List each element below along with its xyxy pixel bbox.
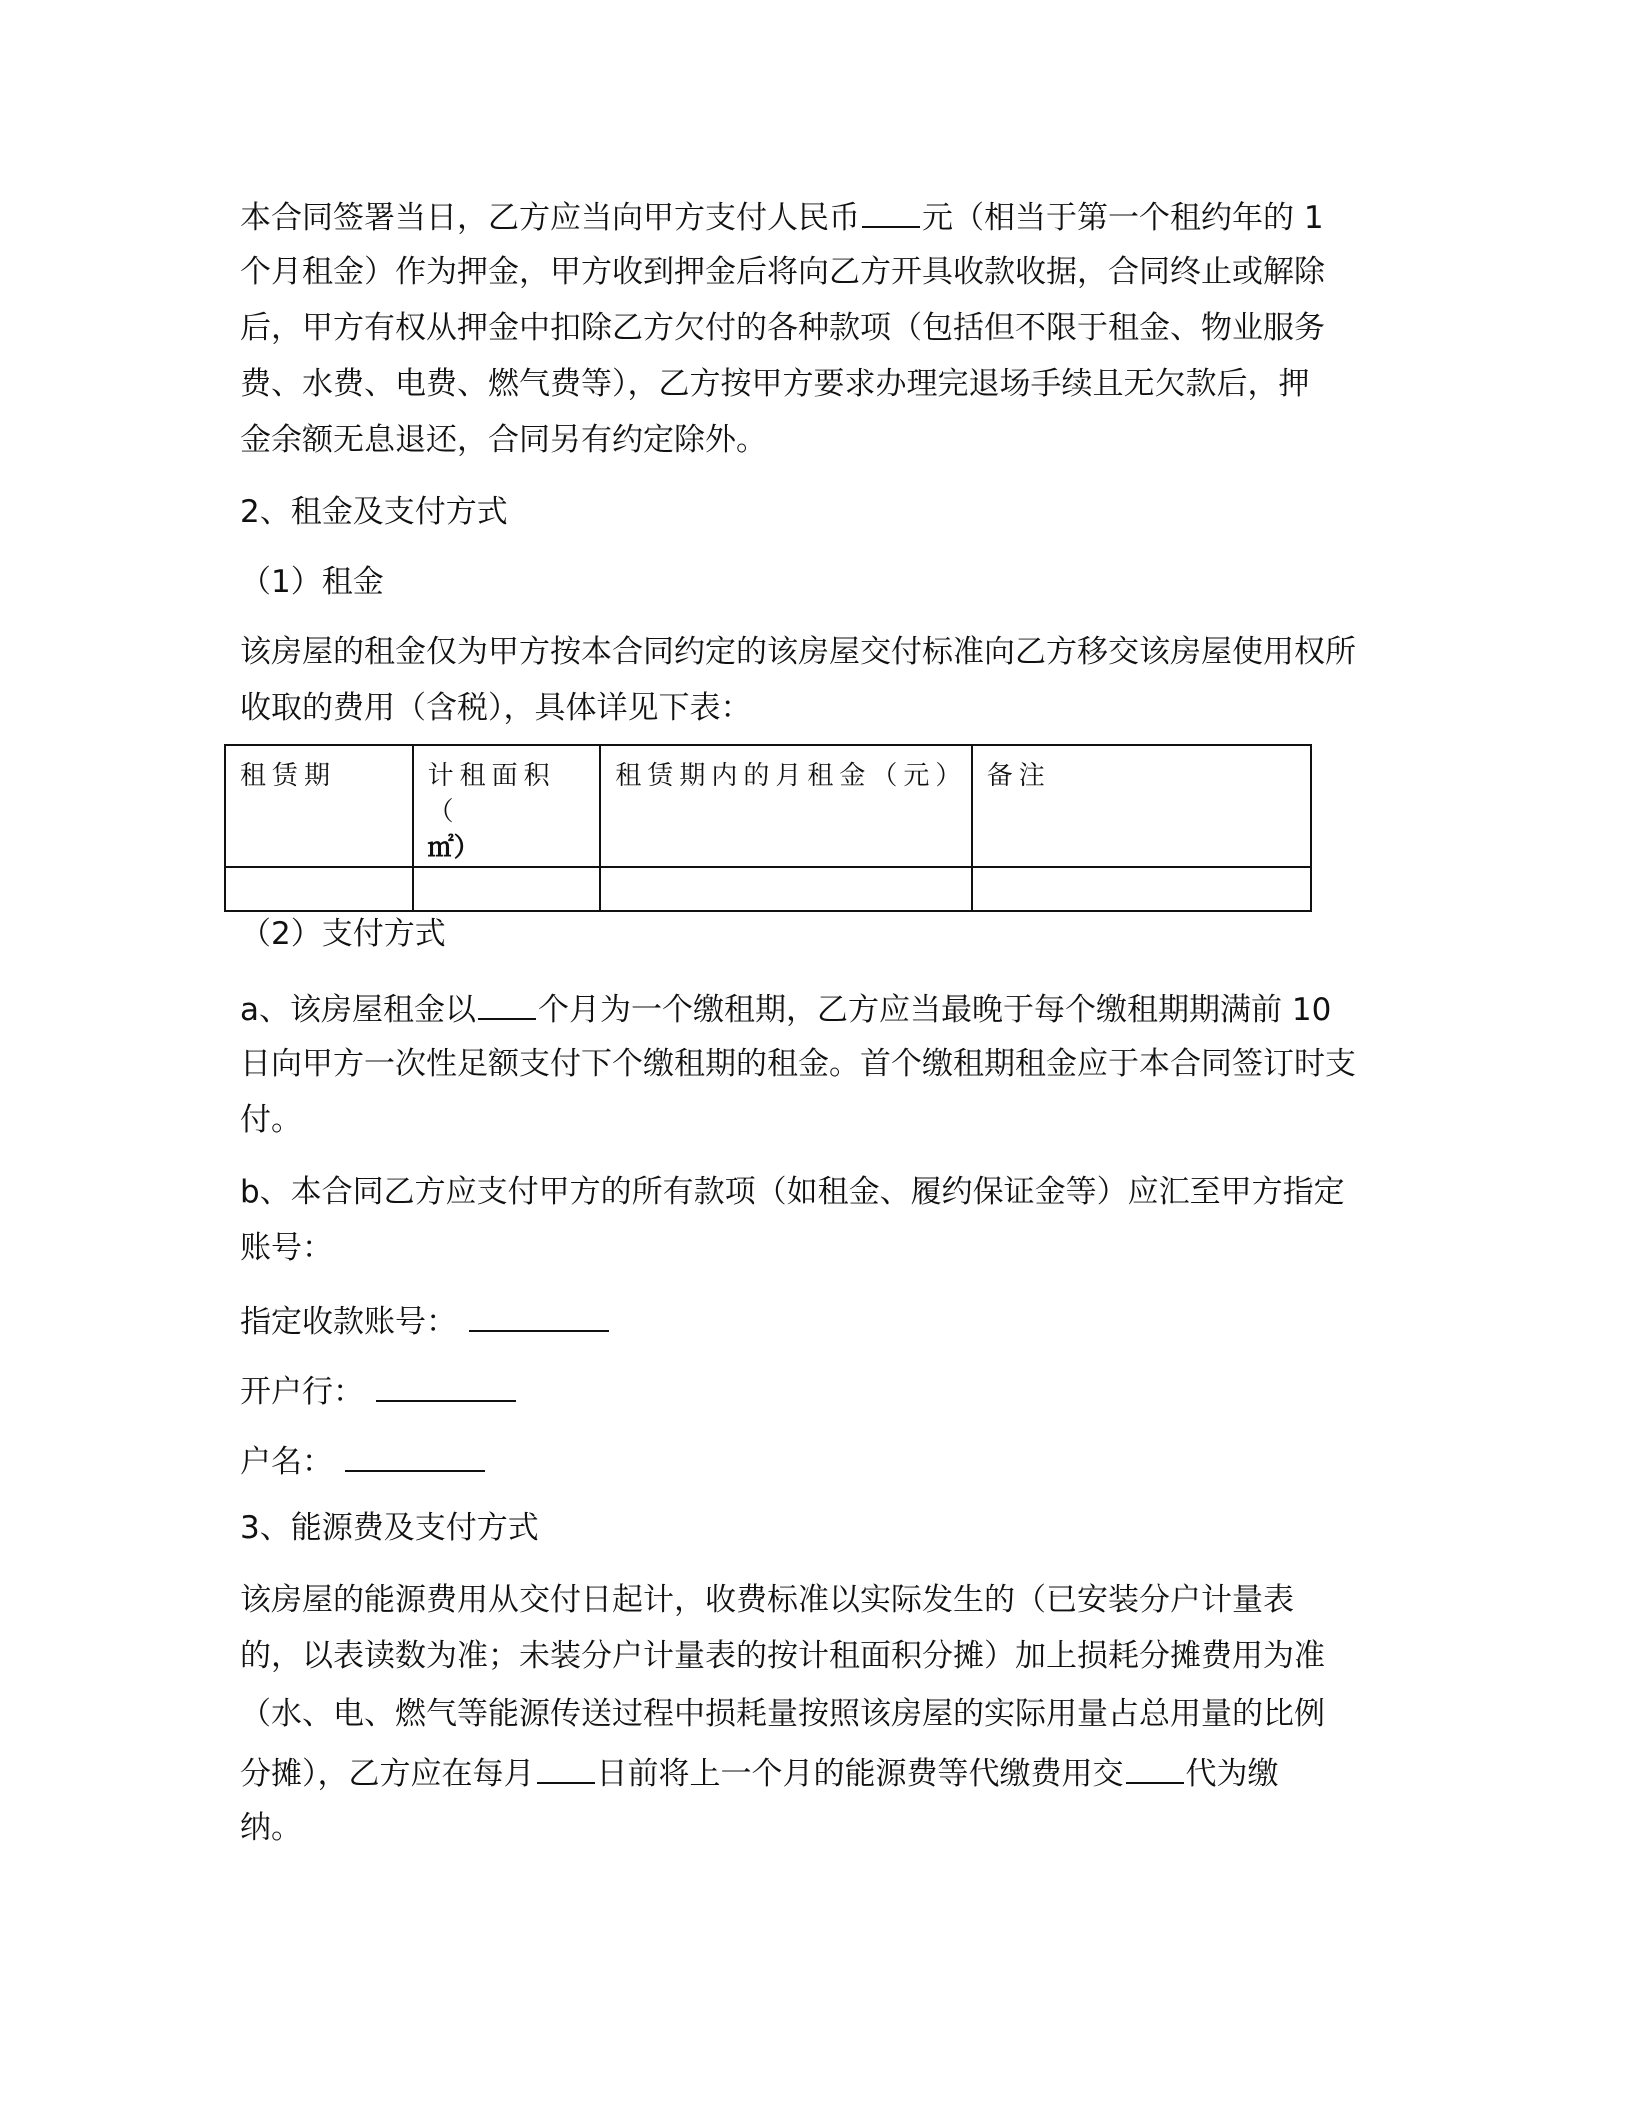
- cell-lease-period: [225, 867, 413, 911]
- deposit-text-1a: 本合同签署当日，乙方应当向甲方支付人民币: [240, 200, 860, 236]
- payment-months-blank: [478, 988, 536, 1020]
- section-2-title: 2、租金及支付方式: [240, 494, 508, 530]
- rent-table: [224, 744, 1312, 912]
- bank-blank: [376, 1370, 516, 1402]
- section-3-title: 3、能源费及支付方式: [240, 1510, 539, 1546]
- cell-remarks: [972, 867, 1311, 911]
- account-name-blank: [345, 1440, 485, 1472]
- cell-rent-area: [413, 867, 601, 911]
- header-lease-period: 租赁期: [225, 745, 413, 867]
- bank-label: 开户行：: [240, 1374, 364, 1410]
- energy-line-4: [240, 1752, 1279, 1794]
- account-blank: [469, 1300, 609, 1332]
- deposit-line-4: 费、水费、电费、燃气费等），乙方按甲方要求办理完退场手续且无欠款后，押: [240, 366, 1310, 402]
- table-row: [225, 867, 1311, 911]
- account-field-line: [240, 1300, 611, 1342]
- energy-line-5: 纳。: [240, 1810, 302, 1846]
- energy-day-blank: [537, 1752, 595, 1784]
- deposit-amount-blank: [862, 196, 920, 228]
- deposit-text-1b: 元（相当于第一个租约年的 1: [922, 200, 1324, 236]
- deposit-line-3: 后，甲方有权从押金中扣除乙方欠付的各种款项（包括但不限于租金、物业服务: [240, 310, 1325, 346]
- energy-text-4b: 日前将上一个月的能源费等代缴费用交: [596, 1756, 1124, 1792]
- energy-line-1: 该房屋的能源费用从交付日起计，收费标准以实际发生的（已安装分户计量表: [240, 1582, 1294, 1618]
- item-a-text-1b: 个月为一个缴租期，乙方应当最晚于每个缴租期期满前 10: [538, 992, 1332, 1028]
- rent-line-2: 收取的费用（含税），具体详见下表：: [240, 690, 752, 726]
- header-rent-area: [413, 745, 601, 867]
- deposit-line-5: 金余额无息退还，合同另有约定除外。: [240, 422, 767, 458]
- item-a-line-1: [240, 988, 1331, 1030]
- energy-payee-blank: [1126, 1752, 1184, 1784]
- header-remarks: 备注: [972, 745, 1311, 867]
- subsection-2-title: （2）支付方式: [240, 916, 446, 952]
- header-monthly-rent: 租赁期内的月租金（元）: [600, 745, 971, 867]
- energy-text-4a: 分摊），乙方应在每月: [240, 1756, 535, 1792]
- item-a-text-1a: a、该房屋租金以: [240, 992, 476, 1028]
- account-label: 指定收款账号：: [240, 1304, 457, 1340]
- deposit-line-2: 个月租金）作为押金，甲方收到押金后将向乙方开具收款收据，合同终止或解除: [240, 254, 1325, 290]
- item-b-line-1: b、本合同乙方应支付甲方的所有款项（如租金、履约保证金等）应汇至甲方指定: [240, 1174, 1345, 1210]
- subsection-1-title: （1）租金: [240, 564, 384, 600]
- deposit-line-1: [240, 196, 1324, 238]
- header-rent-area-unit: ㎡）: [427, 833, 480, 863]
- energy-text-4c: 代为缴: [1185, 1756, 1279, 1792]
- header-rent-area-label: 计租面积（: [427, 761, 556, 827]
- rent-table-header-row: [225, 745, 1311, 867]
- account-name-label: 户名：: [240, 1444, 333, 1480]
- energy-line-2: 的，以表读数为准；未装分户计量表的按计租面积分摊）加上损耗分摊费用为准: [240, 1638, 1325, 1674]
- cell-monthly-rent: [600, 867, 971, 911]
- energy-line-3: （水、电、燃气等能源传送过程中损耗量按照该房屋的实际用量占总用量的比例: [240, 1696, 1325, 1732]
- item-a-line-3: 付。: [240, 1102, 302, 1138]
- rent-line-1: 该房屋的租金仅为甲方按本合同约定的该房屋交付标准向乙方移交该房屋使用权所: [240, 634, 1356, 670]
- item-b-line-2: 账号：: [240, 1230, 333, 1266]
- item-a-line-2: 日向甲方一次性足额支付下个缴租期的租金。首个缴租期租金应于本合同签订时支: [240, 1046, 1356, 1082]
- name-field-line: [240, 1440, 487, 1482]
- bank-field-line: [240, 1370, 518, 1412]
